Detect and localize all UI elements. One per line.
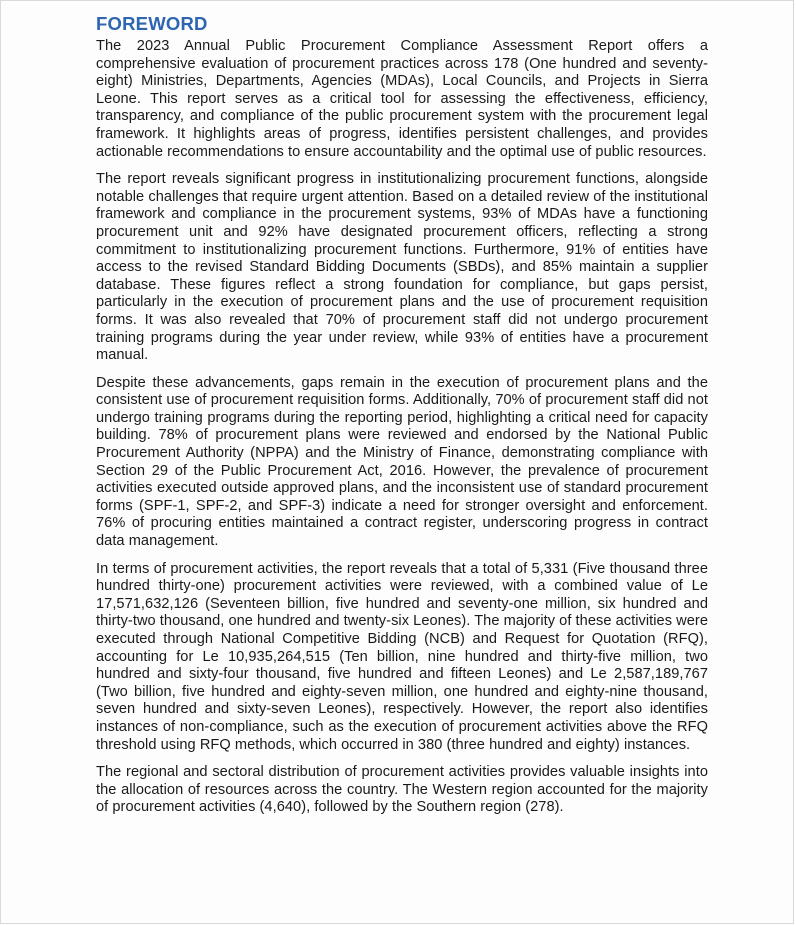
section-heading: FOREWORD bbox=[96, 13, 208, 34]
paragraph-procurement-activities: In terms of procurement activities, the report reveals that a total of 5,331 (Five thousand three hundred thirty-one) procurement activities were reviewed, with a combined value of Le 17,571,632,126 (Seventeen billion, five hundred and seventy-one million, six hundred and thirty-two thousand, one hundred and twenty-six Leones). The majority of these activities were executed through National Competitive Bidding (NCB) and Request for Quotation (RFQ), accounting for Le 10,935,264,515 (Ten billion, nine hundred and thirty-five million, two hundred and sixty-four thousand, five hundred and fifteen Leones) and Le 2,587,189,767 (Two billion, five hundred and eighty-seven million, one hundred and eighty-nine thousand, seven hundred and sixty-seven Leones), respectively. However, the report also identifies instances of non-compliance, such as the execution of procurement activities above the RFQ threshold using RFQ methods, which occurred in 380 (three hundred and eighty) instances. bbox=[96, 560, 709, 753]
paragraph-intro: The 2023 Annual Public Procurement Compliance Assessment Report offers a comprehensive evaluation of procurement practices across 178 (One hundred and seventy-eight) Ministries, Departments, Agencies (MDAs), Local Councils, and Projects in Sierra Leone. This report serves as a critical tool for assessing the effectiveness, efficiency, transparency, and compliance of the public procurement system with the procurement legal framework. It highlights areas of progress, identifies persistent challenges, and provides actionable recommendations to ensure accountability and the optimal use of public resources. bbox=[96, 38, 708, 160]
paragraph-regional-distribution: The regional and sectoral distribution of procurement activities provides valuable insights into the allocation of resources across the country. The Western region accounted for the majority of procurement activities (4,640), followed by the Southern region (278). bbox=[96, 764, 708, 816]
page-content bbox=[96, 13, 708, 827]
paragraph-institutional-progress: The report reveals significant progress in institutionalizing procurement functions, alongside notable challenges that require urgent attention. Based on a detailed review of the institutional framework and compliance in the procurement systems, 93% of MDAs have a functioning procurement unit and 92% have designated procurement officers, reflecting a strong commitment to institutionalizing procurement functions. Furthermore, 91% of entities have access to the revised Standard Bidding Documents (SBDs), and 85% maintain a supplier database. These figures reflect a strong foundation for compliance, but gaps persist, particularly in the execution of procurement plans and the use of procurement requisition forms. It was also revealed that 70% of procurement staff did not undergo procurement training programs during the year under review, while 93% of entities have a procurement manual. bbox=[96, 171, 708, 364]
paragraph-gaps: Despite these advancements, gaps remain in the execution of procurement plans and the consistent use of procurement requisition forms. Additionally, 70% of procurement staff did not undergo training programs during the reporting period, highlighting a critical need for capacity building. 78% of procurement plans were reviewed and endorsed by the National Public Procurement Authority (NPPA) and the Ministry of Finance, demonstrating compliance with Section 29 of the Public Procurement Act, 2016. However, the prevalence of procurement activities executed outside approved plans, and the inconsistent use of standard procurement forms (SPF-1, SPF-2, and SPF-3) indicate a need for stronger oversight and enforcement. 76% of procuring entities maintained a contract register, underscoring progress in contract data management. bbox=[96, 374, 708, 550]
